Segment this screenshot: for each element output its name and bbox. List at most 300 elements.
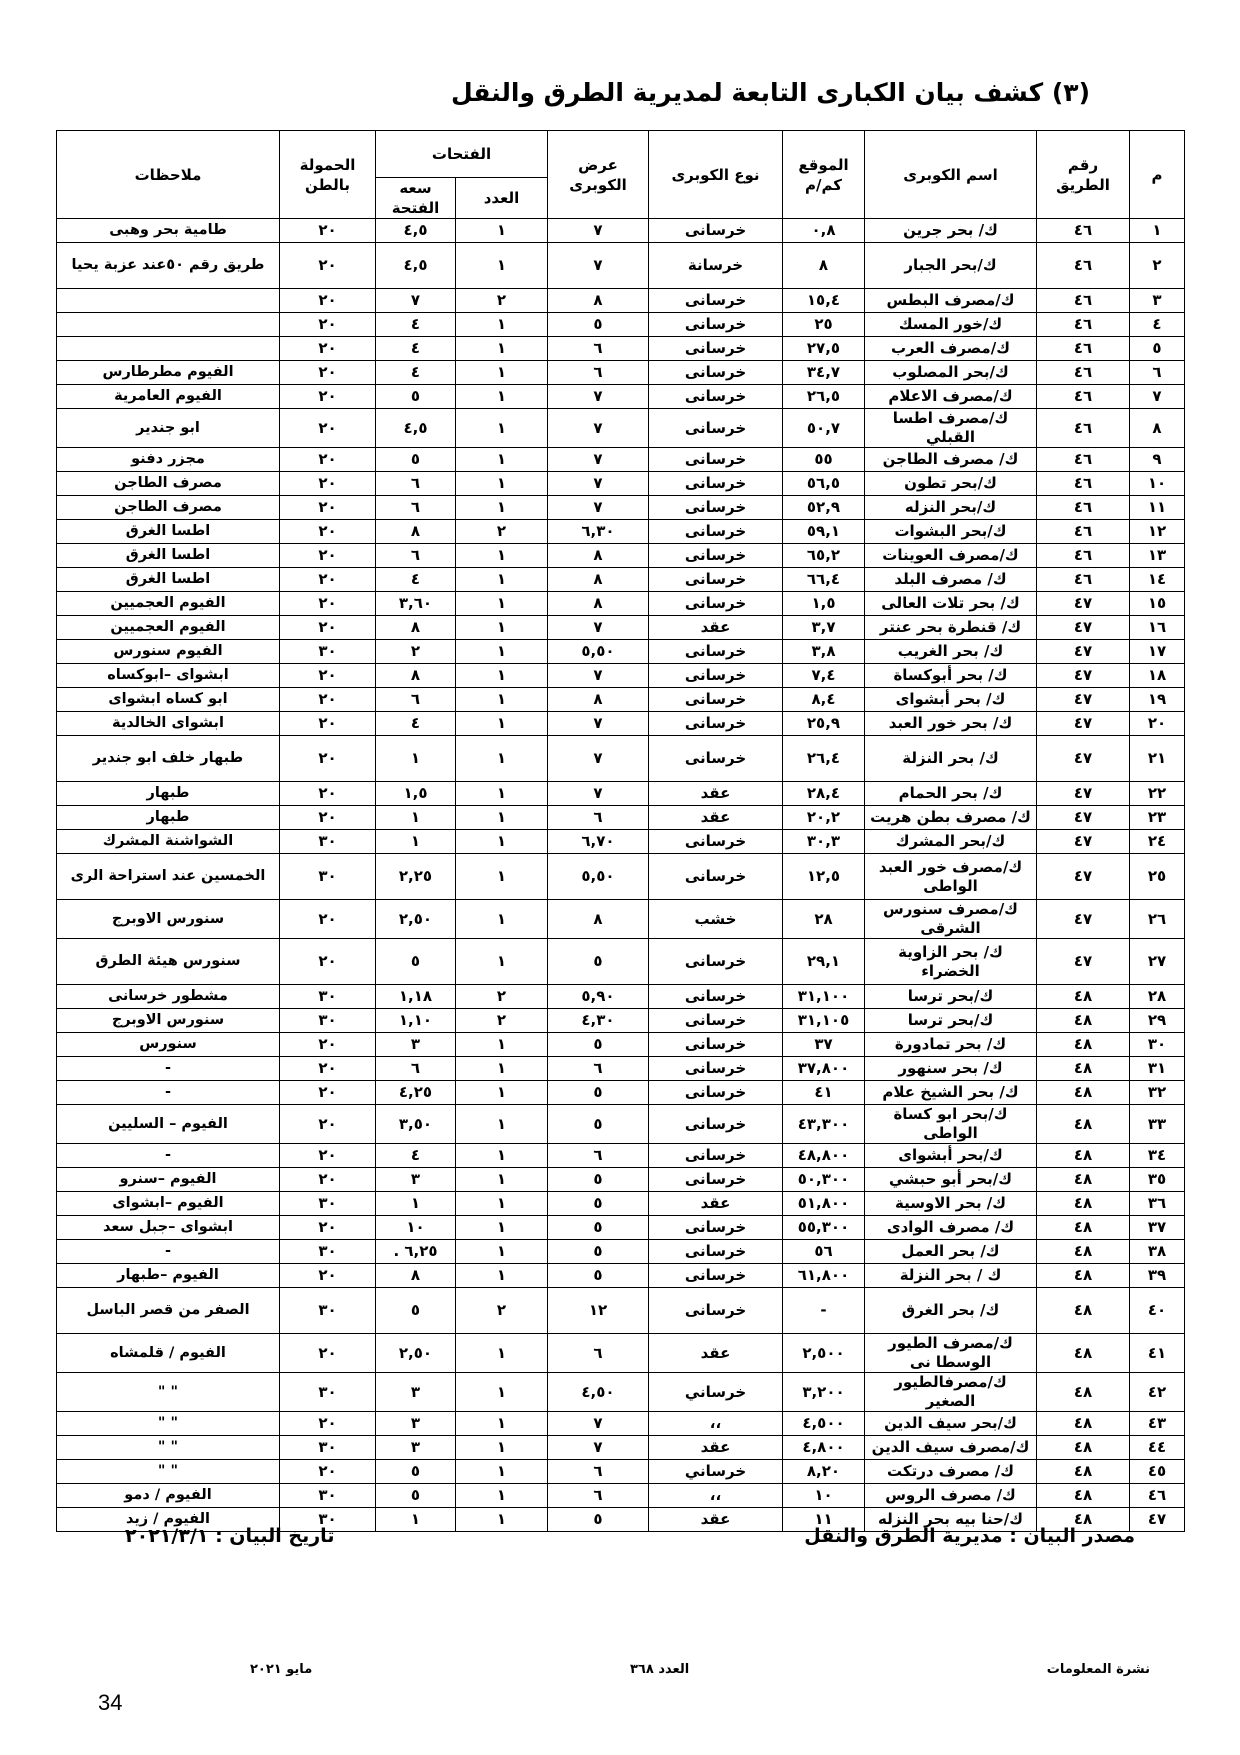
cell-bridge-type: خرسانى xyxy=(649,1288,783,1334)
cell-span: ٤ xyxy=(376,1144,456,1168)
cell-bridge-type: ،، xyxy=(649,1412,783,1436)
cell-bridge-name: ك/بحر سيف الدين xyxy=(865,1412,1037,1436)
cell-location: ٤,٨٠٠ xyxy=(783,1436,865,1460)
cell-width: ٨ xyxy=(548,544,649,568)
cell-bridge-name: ك/بحر تطون xyxy=(865,472,1037,496)
cell-span: ٣ xyxy=(376,1373,456,1412)
cell-m: ٢٩ xyxy=(1130,1009,1185,1033)
cell-m: ٥ xyxy=(1130,337,1185,361)
cell-span: ١ xyxy=(376,1508,456,1532)
table-body xyxy=(57,219,1185,1532)
cell-m: ٣٩ xyxy=(1130,1264,1185,1288)
cell-span: ٦ xyxy=(376,472,456,496)
table-row xyxy=(57,1168,1185,1192)
cell-load: ٢٠ xyxy=(280,1081,376,1105)
cell-location: ١٠ xyxy=(783,1484,865,1508)
cell-bridge-name: ك/مصرف الاعلام xyxy=(865,385,1037,409)
cell-count: ١ xyxy=(456,830,548,854)
cell-span: ٨ xyxy=(376,664,456,688)
cell-bridge-type: خرسانى xyxy=(649,736,783,782)
cell-location: ٢٥,٩ xyxy=(783,712,865,736)
cell-count: ٢ xyxy=(456,1288,548,1334)
table-row xyxy=(57,1264,1185,1288)
table-row xyxy=(57,1334,1185,1373)
cell-span: ٣ xyxy=(376,1436,456,1460)
cell-count: ١ xyxy=(456,1460,548,1484)
cell-bridge-name: ك/ مصرف درتكت xyxy=(865,1460,1037,1484)
cell-road-no: ٤٧ xyxy=(1037,854,1130,900)
cell-road-no: ٤٨ xyxy=(1037,1373,1130,1412)
cell-notes: " " xyxy=(57,1373,280,1412)
cell-load: ٢٠ xyxy=(280,1264,376,1288)
cell-span: ٢,٥٠ xyxy=(376,1334,456,1373)
cell-bridge-type: خشب xyxy=(649,900,783,939)
cell-width: ٧ xyxy=(548,1412,649,1436)
cell-width: ٤,٣٠ xyxy=(548,1009,649,1033)
cell-bridge-type: عقد xyxy=(649,616,783,640)
cell-load: ٢٠ xyxy=(280,782,376,806)
footer-publication: نشرة المعلومات xyxy=(1046,1662,1150,1677)
cell-location: ٢٨,٤ xyxy=(783,782,865,806)
cell-span: ٦ xyxy=(376,496,456,520)
cell-notes: مصرف الطاجن xyxy=(57,472,280,496)
cell-road-no: ٤٧ xyxy=(1037,900,1130,939)
cell-span: ٤,٥ xyxy=(376,409,456,448)
cell-width: ٧ xyxy=(548,409,649,448)
cell-count: ١ xyxy=(456,736,548,782)
cell-location: ٢٩,١ xyxy=(783,939,865,985)
cell-span: ٤ xyxy=(376,361,456,385)
cell-notes: سنورس xyxy=(57,1033,280,1057)
cell-notes: مجزر دفنو xyxy=(57,448,280,472)
cell-bridge-name: ك/ بحر أبشواى xyxy=(865,688,1037,712)
header-m: م xyxy=(1130,131,1185,219)
cell-m: ٧ xyxy=(1130,385,1185,409)
data-source: مصدر البيان : مديرية الطرق والنقل xyxy=(804,1525,1135,1547)
table-row xyxy=(57,544,1185,568)
cell-width: ٦ xyxy=(548,806,649,830)
cell-width: ٨ xyxy=(548,688,649,712)
cell-span: ٣ xyxy=(376,1033,456,1057)
cell-bridge-name: ك/حنا بيه بحر النزله xyxy=(865,1508,1037,1532)
cell-bridge-name: ك/ مصرف بطن هريت xyxy=(865,806,1037,830)
cell-location: ١,٥ xyxy=(783,592,865,616)
table-row xyxy=(57,1192,1185,1216)
cell-notes: - xyxy=(57,1144,280,1168)
cell-count: ١ xyxy=(456,337,548,361)
cell-span: ١ xyxy=(376,1192,456,1216)
cell-count: ٢ xyxy=(456,985,548,1009)
cell-count: ١ xyxy=(456,1264,548,1288)
cell-count: ١ xyxy=(456,1057,548,1081)
cell-m: ١٠ xyxy=(1130,472,1185,496)
cell-width: ٨ xyxy=(548,289,649,313)
cell-count: ١ xyxy=(456,409,548,448)
cell-bridge-type: خرسانى xyxy=(649,1057,783,1081)
cell-bridge-name: ك / بحر النزلة xyxy=(865,1264,1037,1288)
cell-road-no: ٤٨ xyxy=(1037,1412,1130,1436)
cell-bridge-type: خرسانى xyxy=(649,472,783,496)
table-row xyxy=(57,1412,1185,1436)
cell-bridge-name: ك/بحر الجبار xyxy=(865,243,1037,289)
table-row xyxy=(57,712,1185,736)
table-row xyxy=(57,409,1185,448)
cell-bridge-name: ك/ بحر الغريب xyxy=(865,640,1037,664)
cell-width: ٦ xyxy=(548,1334,649,1373)
cell-notes: الفيوم / زيد xyxy=(57,1508,280,1532)
cell-count: ١ xyxy=(456,712,548,736)
cell-road-no: ٤٦ xyxy=(1037,472,1130,496)
cell-bridge-name: ك/ بحر الشيخ علام xyxy=(865,1081,1037,1105)
cell-width: ٥,٥٠ xyxy=(548,854,649,900)
table-row xyxy=(57,688,1185,712)
data-date: تاريخ البيان : ٢٠٢١/٣/١ xyxy=(125,1525,335,1547)
cell-bridge-name: ك/ بحر تمادورة xyxy=(865,1033,1037,1057)
table-row xyxy=(57,664,1185,688)
table-row xyxy=(57,361,1185,385)
cell-load: ٢٠ xyxy=(280,361,376,385)
cell-span: ٦ xyxy=(376,688,456,712)
table-row xyxy=(57,1009,1185,1033)
cell-m: ٤١ xyxy=(1130,1334,1185,1373)
header-bridge-type: نوع الكوبرى xyxy=(649,131,783,219)
cell-road-no: ٤٨ xyxy=(1037,1033,1130,1057)
cell-notes: الفيوم العجميين xyxy=(57,592,280,616)
cell-location: ٦٦,٤ xyxy=(783,568,865,592)
cell-bridge-type: خرساني xyxy=(649,1373,783,1412)
cell-bridge-type: خرسانى xyxy=(649,688,783,712)
cell-width: ٧ xyxy=(548,496,649,520)
table-row xyxy=(57,782,1185,806)
cell-load: ٢٠ xyxy=(280,219,376,243)
cell-road-no: ٤٨ xyxy=(1037,1009,1130,1033)
cell-m: ١٨ xyxy=(1130,664,1185,688)
cell-bridge-name: ك/ بحر أبوكساة xyxy=(865,664,1037,688)
cell-load: ٣٠ xyxy=(280,1373,376,1412)
cell-bridge-name: ك/ مصرف الوادى xyxy=(865,1216,1037,1240)
cell-notes: اطسا الغرق xyxy=(57,544,280,568)
cell-road-no: ٤٦ xyxy=(1037,337,1130,361)
cell-load: ٣٠ xyxy=(280,830,376,854)
cell-bridge-type: ،، xyxy=(649,1484,783,1508)
cell-road-no: ٤٨ xyxy=(1037,1484,1130,1508)
cell-load: ٢٠ xyxy=(280,688,376,712)
cell-notes: الصفر من قصر الباسل xyxy=(57,1288,280,1334)
cell-bridge-type: خرسانى xyxy=(649,568,783,592)
table-row xyxy=(57,1484,1185,1508)
cell-load: ٢٠ xyxy=(280,592,376,616)
cell-count: ١ xyxy=(456,592,548,616)
cell-bridge-type: خرسانى xyxy=(649,664,783,688)
cell-m: ١٣ xyxy=(1130,544,1185,568)
cell-count: ٢ xyxy=(456,289,548,313)
cell-span: ٤,٥ xyxy=(376,219,456,243)
cell-m: ٤٥ xyxy=(1130,1460,1185,1484)
cell-m: ١٤ xyxy=(1130,568,1185,592)
table-row xyxy=(57,1373,1185,1412)
table-row xyxy=(57,806,1185,830)
cell-m: ٣٧ xyxy=(1130,1216,1185,1240)
cell-width: ٧ xyxy=(548,219,649,243)
cell-notes: الفيوم العجميين xyxy=(57,616,280,640)
cell-location: ٢٨ xyxy=(783,900,865,939)
cell-location: ١٢,٥ xyxy=(783,854,865,900)
cell-road-no: ٤٨ xyxy=(1037,1192,1130,1216)
cell-m: ٣١ xyxy=(1130,1057,1185,1081)
cell-count: ١ xyxy=(456,448,548,472)
cell-location: ٣٠,٣ xyxy=(783,830,865,854)
cell-load: ٢٠ xyxy=(280,616,376,640)
cell-road-no: ٤٨ xyxy=(1037,1105,1130,1144)
cell-bridge-name: ك/ مصرف البلد xyxy=(865,568,1037,592)
cell-road-no: ٤٨ xyxy=(1037,1508,1130,1532)
cell-location: ٢٠,٢ xyxy=(783,806,865,830)
cell-location: ٠,٨ xyxy=(783,219,865,243)
cell-load: ٢٠ xyxy=(280,1144,376,1168)
cell-count: ٢ xyxy=(456,1009,548,1033)
cell-load: ٢٠ xyxy=(280,712,376,736)
cell-span: ٤ xyxy=(376,337,456,361)
cell-location: ٣,٢٠٠ xyxy=(783,1373,865,1412)
cell-width: ٨ xyxy=(548,900,649,939)
cell-width: ٧ xyxy=(548,243,649,289)
cell-bridge-type: عقد xyxy=(649,1334,783,1373)
cell-span: ٤ xyxy=(376,313,456,337)
cell-span: ٨ xyxy=(376,616,456,640)
cell-notes xyxy=(57,337,280,361)
cell-bridge-name: ك/ مصرف الروس xyxy=(865,1484,1037,1508)
cell-notes: الفيوم سنورس xyxy=(57,640,280,664)
cell-bridge-name: ك/بحر ترسا xyxy=(865,1009,1037,1033)
cell-bridge-name: ك/مصرفالطيور الصغير xyxy=(865,1373,1037,1412)
cell-location: ٥٠,٧ xyxy=(783,409,865,448)
cell-road-no: ٤٨ xyxy=(1037,1240,1130,1264)
cell-span: ٥ xyxy=(376,385,456,409)
table-row xyxy=(57,243,1185,289)
cell-location: ٧,٤ xyxy=(783,664,865,688)
cell-width: ٥ xyxy=(548,1192,649,1216)
cell-m: ١٧ xyxy=(1130,640,1185,664)
cell-notes: مشطور خرسانى xyxy=(57,985,280,1009)
header-width: عرض الكوبرى xyxy=(548,131,649,219)
cell-count: ١ xyxy=(456,472,548,496)
cell-notes: - xyxy=(57,1081,280,1105)
cell-road-no: ٤٨ xyxy=(1037,1081,1130,1105)
cell-road-no: ٤٧ xyxy=(1037,688,1130,712)
table-row xyxy=(57,289,1185,313)
header-bridge-name: اسم الكوبرى xyxy=(865,131,1037,219)
cell-road-no: ٤٨ xyxy=(1037,1288,1130,1334)
cell-road-no: ٤٨ xyxy=(1037,1216,1130,1240)
cell-load: ٢٠ xyxy=(280,736,376,782)
table-row xyxy=(57,520,1185,544)
cell-count: ١ xyxy=(456,664,548,688)
cell-location: ٤٨,٨٠٠ xyxy=(783,1144,865,1168)
cell-span: ٨ xyxy=(376,520,456,544)
cell-width: ٧ xyxy=(548,782,649,806)
table-row xyxy=(57,1216,1185,1240)
cell-notes: الفيوم مطرطارس xyxy=(57,361,280,385)
table-row xyxy=(57,616,1185,640)
cell-count: ١ xyxy=(456,1216,548,1240)
cell-load: ٣٠ xyxy=(280,1436,376,1460)
cell-m: ٤٣ xyxy=(1130,1412,1185,1436)
cell-bridge-type: خرسانى xyxy=(649,448,783,472)
cell-road-no: ٤٦ xyxy=(1037,409,1130,448)
cell-notes: " " xyxy=(57,1436,280,1460)
cell-span: ١,٥ xyxy=(376,782,456,806)
cell-load: ٢٠ xyxy=(280,1216,376,1240)
cell-m: ٢٥ xyxy=(1130,854,1185,900)
cell-load: ٢٠ xyxy=(280,568,376,592)
cell-location: ٢٥ xyxy=(783,313,865,337)
table-row xyxy=(57,337,1185,361)
cell-road-no: ٤٨ xyxy=(1037,1334,1130,1373)
page-number: 34 xyxy=(98,1690,123,1715)
table-row xyxy=(57,568,1185,592)
cell-location: ٣١,١٠٠ xyxy=(783,985,865,1009)
table-row xyxy=(57,939,1185,985)
cell-m: ٢٦ xyxy=(1130,900,1185,939)
cell-count: ١ xyxy=(456,1240,548,1264)
cell-location: ٣,٧ xyxy=(783,616,865,640)
cell-location: ٥٥ xyxy=(783,448,865,472)
cell-notes: الفيوم / قلمشاه xyxy=(57,1334,280,1373)
cell-road-no: ٤٦ xyxy=(1037,520,1130,544)
cell-notes: طبهار xyxy=(57,806,280,830)
cell-bridge-type: خرسانى xyxy=(649,985,783,1009)
cell-span: ٤,٥ xyxy=(376,243,456,289)
cell-span: ٣,٥٠ xyxy=(376,1105,456,1144)
table-row xyxy=(57,830,1185,854)
cell-width: ٦ xyxy=(548,1460,649,1484)
cell-bridge-type: عقد xyxy=(649,782,783,806)
cell-road-no: ٤٦ xyxy=(1037,219,1130,243)
table-row xyxy=(57,854,1185,900)
cell-road-no: ٤٨ xyxy=(1037,1436,1130,1460)
cell-road-no: ٤٧ xyxy=(1037,782,1130,806)
cell-road-no: ٤٨ xyxy=(1037,985,1130,1009)
cell-width: ٦ xyxy=(548,1484,649,1508)
cell-width: ٦ xyxy=(548,1057,649,1081)
cell-load: ٢٠ xyxy=(280,472,376,496)
cell-load: ٢٠ xyxy=(280,496,376,520)
cell-width: ٥ xyxy=(548,1033,649,1057)
cell-width: ٧ xyxy=(548,616,649,640)
cell-bridge-type: خرسانى xyxy=(649,1033,783,1057)
cell-notes: اطسا الغرق xyxy=(57,568,280,592)
cell-road-no: ٤٧ xyxy=(1037,939,1130,985)
cell-width: ٧ xyxy=(548,448,649,472)
header-openings: الفتحات xyxy=(376,131,548,178)
cell-count: ١ xyxy=(456,385,548,409)
cell-span: ٥ xyxy=(376,1460,456,1484)
cell-notes: الشواشنة المشرك xyxy=(57,830,280,854)
table-row xyxy=(57,496,1185,520)
cell-bridge-type: خرسانى xyxy=(649,496,783,520)
cell-bridge-name: ك/بحر ابو كساة الواطى xyxy=(865,1105,1037,1144)
cell-m: ٣٦ xyxy=(1130,1192,1185,1216)
cell-bridge-type: خرسانى xyxy=(649,1081,783,1105)
table-row xyxy=(57,1057,1185,1081)
cell-m: ١٦ xyxy=(1130,616,1185,640)
cell-load: ٢٠ xyxy=(280,544,376,568)
cell-road-no: ٤٧ xyxy=(1037,712,1130,736)
cell-location: ٥٠,٣٠٠ xyxy=(783,1168,865,1192)
cell-bridge-type: خرساني xyxy=(649,1460,783,1484)
cell-span: ٢,٥٠ xyxy=(376,900,456,939)
cell-bridge-name: ك/ بحر الحمام xyxy=(865,782,1037,806)
table-row xyxy=(57,1081,1185,1105)
cell-width: ٦ xyxy=(548,1144,649,1168)
table-row xyxy=(57,985,1185,1009)
cell-span: ١ xyxy=(376,830,456,854)
cell-span: ٢,٢٥ xyxy=(376,854,456,900)
cell-m: ٣ xyxy=(1130,289,1185,313)
cell-span: ٣ xyxy=(376,1412,456,1436)
cell-road-no: ٤٨ xyxy=(1037,1144,1130,1168)
cell-location: ٤,٥٠٠ xyxy=(783,1412,865,1436)
cell-count: ١ xyxy=(456,544,548,568)
cell-span: ٦ xyxy=(376,544,456,568)
cell-location: ٣٧ xyxy=(783,1033,865,1057)
cell-bridge-name: ك/ بحر النزلة xyxy=(865,736,1037,782)
cell-road-no: ٤٦ xyxy=(1037,496,1130,520)
cell-load: ٢٠ xyxy=(280,1033,376,1057)
cell-notes: طبهار خلف ابو جندير xyxy=(57,736,280,782)
cell-location: ٣٧,٨٠٠ xyxy=(783,1057,865,1081)
cell-m: ٢ xyxy=(1130,243,1185,289)
cell-bridge-type: خرسانى xyxy=(649,1144,783,1168)
cell-bridge-name: ك/ مصرف الطاجن xyxy=(865,448,1037,472)
cell-m: ١ xyxy=(1130,219,1185,243)
cell-notes: " " xyxy=(57,1460,280,1484)
cell-location: ٨,٤ xyxy=(783,688,865,712)
cell-notes: طبهار xyxy=(57,782,280,806)
cell-width: ٥ xyxy=(548,1216,649,1240)
cell-bridge-name: ك/ بحر العمل xyxy=(865,1240,1037,1264)
cell-width: ٥ xyxy=(548,1081,649,1105)
cell-road-no: ٤٦ xyxy=(1037,243,1130,289)
cell-width: ٧ xyxy=(548,1436,649,1460)
cell-notes: ابشواى الخالدية xyxy=(57,712,280,736)
cell-location: ٦٥,٢ xyxy=(783,544,865,568)
cell-road-no: ٤٦ xyxy=(1037,289,1130,313)
cell-location: - xyxy=(783,1288,865,1334)
cell-m: ٢٨ xyxy=(1130,985,1185,1009)
cell-bridge-type: خرسانى xyxy=(649,1009,783,1033)
cell-bridge-name: ك/مصرف العرب xyxy=(865,337,1037,361)
cell-span: ٦,٢٥ . xyxy=(376,1240,456,1264)
cell-location: ٢,٥٠٠ xyxy=(783,1334,865,1373)
cell-span: ٥ xyxy=(376,939,456,985)
cell-location: ٥٥,٣٠٠ xyxy=(783,1216,865,1240)
cell-m: ٤٦ xyxy=(1130,1484,1185,1508)
cell-bridge-name: ك/بحر المشرك xyxy=(865,830,1037,854)
cell-road-no: ٤٧ xyxy=(1037,806,1130,830)
cell-m: ٤٢ xyxy=(1130,1373,1185,1412)
table-row xyxy=(57,1436,1185,1460)
cell-span: ٥ xyxy=(376,448,456,472)
cell-load: ٢٠ xyxy=(280,1168,376,1192)
cell-location: ٨,٢٠ xyxy=(783,1460,865,1484)
header-span: سعه الفتحة xyxy=(376,178,456,219)
cell-bridge-type: خرسانى xyxy=(649,313,783,337)
cell-span: ٤,٢٥ xyxy=(376,1081,456,1105)
cell-m: ٢٢ xyxy=(1130,782,1185,806)
cell-count: ١ xyxy=(456,1168,548,1192)
cell-bridge-name: ك/بحر البشوات xyxy=(865,520,1037,544)
